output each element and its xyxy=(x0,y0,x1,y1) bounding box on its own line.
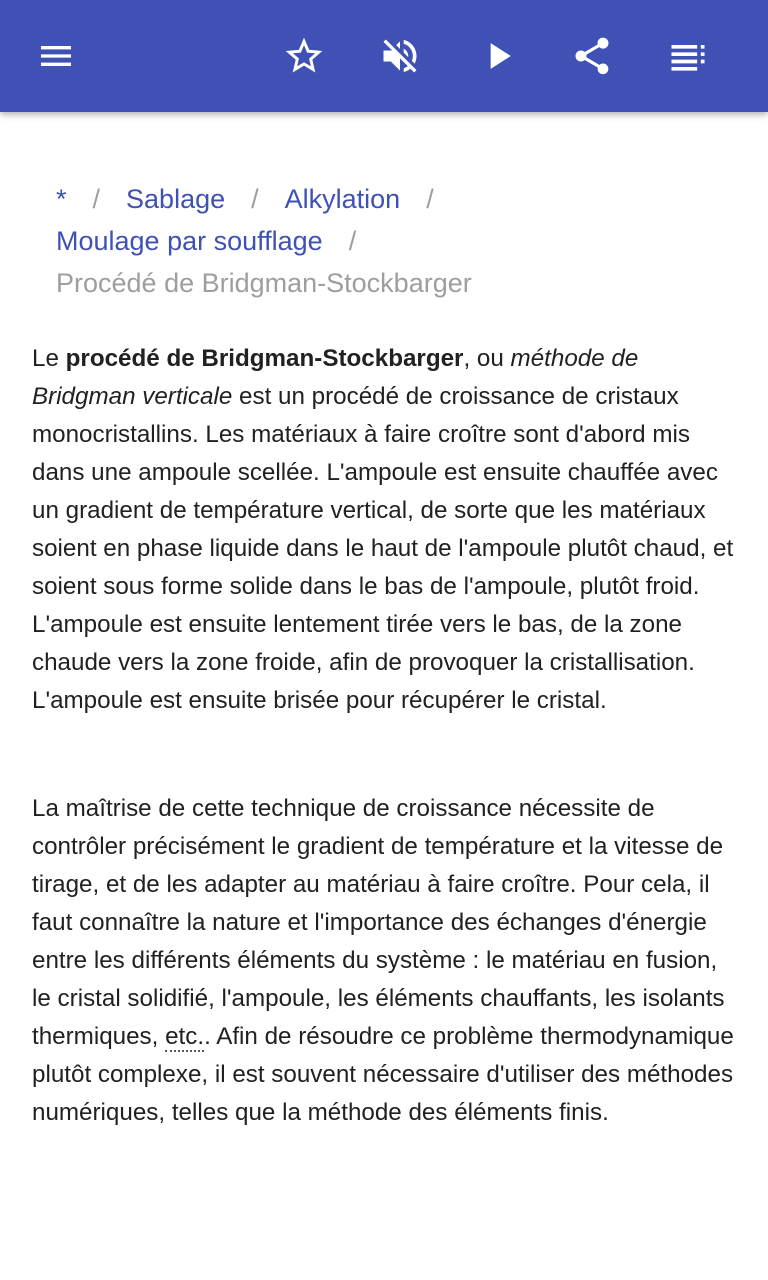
play-button[interactable] xyxy=(470,28,526,84)
text-run: . Afin de résoudre ce problème thermodynamique plutôt complexe, il est souvent nécessaire d'utiliser des méthodes numériques, telles que la méthode des éléments finis. xyxy=(32,1023,734,1126)
menu-button[interactable] xyxy=(28,28,84,84)
article-body xyxy=(32,340,742,1132)
breadcrumb-row xyxy=(56,262,736,304)
article-term: procédé de Bridgman-Stockbarger xyxy=(65,345,464,372)
breadcrumb-row xyxy=(56,178,736,220)
breadcrumb-item-sablage[interactable]: Sablage xyxy=(126,184,226,214)
abbreviation-etc[interactable]: etc. xyxy=(165,1023,205,1050)
breadcrumb-separator: / xyxy=(92,184,101,214)
breadcrumb-item-home[interactable]: * xyxy=(56,184,67,214)
play-icon xyxy=(476,34,520,78)
breadcrumb-separator: / xyxy=(251,184,259,214)
text-run: est un procédé de croissance de cristaux monocristallins. Les matériaux à faire croître sont d'abord mis dans une ampoule scellée. L'ampoule est ensuite chauffée avec un gradient de température vertical, de sorte que les matériaux soient en phase liquide dans le haut de l'ampoule plutôt chaud, et soient sous forme solide dans le bas de l'ampoule, plutôt froid. L'ampoule est ensuite lentement tirée vers le bas, de la zone chaude vers la zone froide, afin de provoquer la cristallisation. L'ampoule est ensuite brisée pour récupérer le cristal. xyxy=(32,383,734,714)
playlist-icon xyxy=(666,34,710,78)
playlist-button[interactable] xyxy=(660,28,716,84)
app-toolbar xyxy=(0,0,768,112)
bookmark-button[interactable] xyxy=(276,28,332,84)
share-icon xyxy=(570,34,614,78)
paragraph-method xyxy=(32,790,742,1132)
share-button[interactable] xyxy=(564,28,620,84)
text-run: , ou xyxy=(463,345,511,372)
article-content xyxy=(0,112,768,1280)
article-alt-name: méthode de Bridgman verticale xyxy=(32,345,639,410)
breadcrumb-separator: / xyxy=(348,226,357,256)
volume-off-icon xyxy=(378,34,422,78)
breadcrumb-current: Procédé de Bridgman-Stockbarger xyxy=(56,268,472,298)
text-run: Le xyxy=(32,345,66,372)
star-outline-icon xyxy=(282,34,326,78)
menu-icon xyxy=(36,36,76,76)
breadcrumb-item-alkylation[interactable]: Alkylation xyxy=(284,184,401,214)
breadcrumb xyxy=(56,178,736,304)
text-run: La maîtrise de cette technique de croissance nécessite de contrôler précisément le gradient de température et la vitesse de tirage, et de les adapter au matériau à faire croître. Pour cela, il faut connaître la nature et l'importance des échanges d'énergie entre les différents éléments du système : le matériau en fusion, le cristal solidifié, l'ampoule, les éléments chauffants, les isolants thermiques, xyxy=(32,795,725,1050)
paragraph-intro xyxy=(32,340,742,720)
breadcrumb-item-moulage[interactable]: Moulage par soufflage xyxy=(56,226,323,256)
breadcrumb-separator: / xyxy=(426,184,434,214)
breadcrumb-row xyxy=(56,220,736,262)
mute-button[interactable] xyxy=(372,28,428,84)
